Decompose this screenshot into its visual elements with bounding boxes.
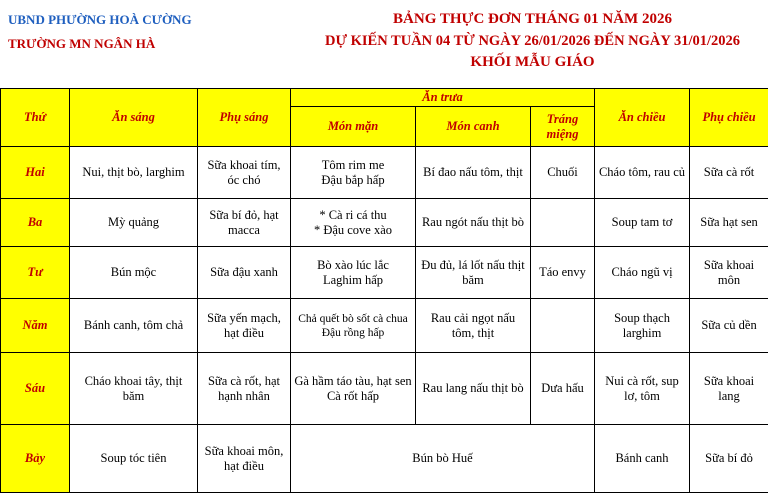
table-row — [1, 247, 768, 299]
dessert-cell — [531, 199, 595, 247]
header-day: Thứ — [1, 89, 70, 147]
dessert-cell — [531, 299, 595, 353]
afternoon-cell: Bánh canh — [595, 425, 690, 493]
soup-cell: Đu đủ, lá lốt nấu thịt băm — [416, 247, 531, 299]
breakfast-cell: Mỳ quảng — [70, 199, 198, 247]
breakfast-snack-cell: Sữa bí đỏ, hạt macca — [198, 199, 291, 247]
day-cell: Bảy — [1, 425, 70, 493]
breakfast-cell: Bánh canh, tôm chả — [70, 299, 198, 353]
menu-table — [0, 88, 768, 493]
breakfast-snack-cell: Sữa cà rốt, hạt hạnh nhân — [198, 353, 291, 425]
main-dish-cell: Tôm rim me Đậu bắp hấp — [291, 147, 416, 199]
afternoon-cell: Cháo ngũ vị — [595, 247, 690, 299]
day-cell: Sáu — [1, 353, 70, 425]
main-dish-cell: Gà hầm táo tàu, hạt sen Cà rốt hấp — [291, 353, 416, 425]
day-cell: Ba — [1, 199, 70, 247]
header-breakfast: Ăn sáng — [70, 89, 198, 147]
main-dish-cell: Chả quết bò sốt cà chua Đậu rồng hấp — [291, 299, 416, 353]
afternoon-cell: Cháo tôm, rau củ — [595, 147, 690, 199]
afternoon-snack-cell: Sữa củ dền — [690, 299, 768, 353]
afternoon-snack-cell: Sữa khoai lang — [690, 353, 768, 425]
school-district: UBND PHƯỜNG HOÀ CƯỜNG — [8, 12, 192, 27]
lunch-merged-cell: Bún bò Huế — [291, 425, 595, 493]
table-row — [1, 425, 768, 493]
breakfast-snack-cell: Sữa yến mạch, hạt điều — [198, 299, 291, 353]
header-lunch: Ăn trưa — [291, 89, 595, 107]
main-dish-cell: * Cà ri cá thu * Đậu cove xào — [291, 199, 416, 247]
menu-group: KHỐI MẪU GIÁO — [470, 54, 595, 70]
header-afternoon-snack: Phụ chiều — [690, 89, 768, 147]
afternoon-cell: Soup tam tơ — [595, 199, 690, 247]
table-row — [1, 353, 768, 425]
breakfast-snack-cell: Sữa khoai tím, óc chó — [198, 147, 291, 199]
school-name: TRƯỜNG MN NGÂN HÀ — [8, 36, 156, 51]
table-row — [1, 199, 768, 247]
soup-cell: Rau lang nấu thịt bò — [416, 353, 531, 425]
afternoon-snack-cell: Sữa hạt sen — [690, 199, 768, 247]
dessert-cell: Chuối — [531, 147, 595, 199]
header-main-dish: Món mặn — [291, 107, 416, 147]
day-cell: Tư — [1, 247, 70, 299]
afternoon-snack-cell: Sữa khoai môn — [690, 247, 768, 299]
breakfast-snack-cell: Sữa đậu xanh — [198, 247, 291, 299]
afternoon-cell: Nui cà rốt, sup lơ, tôm — [595, 353, 690, 425]
breakfast-snack-cell: Sữa khoai môn, hạt điều — [198, 425, 291, 493]
header-afternoon: Ăn chiều — [595, 89, 690, 147]
header-soup: Món canh — [416, 107, 531, 147]
table-row — [1, 299, 768, 353]
afternoon-snack-cell: Sữa bí đỏ — [690, 425, 768, 493]
breakfast-cell: Soup tóc tiên — [70, 425, 198, 493]
day-cell: Hai — [1, 147, 70, 199]
dessert-cell: Dưa hấu — [531, 353, 595, 425]
day-cell: Năm — [1, 299, 70, 353]
table-row — [1, 147, 768, 199]
header-breakfast-snack: Phụ sáng — [198, 89, 291, 147]
soup-cell: Rau cải ngọt nấu tôm, thịt — [416, 299, 531, 353]
afternoon-snack-cell: Sữa cà rốt — [690, 147, 768, 199]
header-dessert: Tráng miệng — [531, 107, 595, 147]
breakfast-cell: Bún mộc — [70, 247, 198, 299]
soup-cell: Bí đao nấu tôm, thịt — [416, 147, 531, 199]
menu-week-range: DỰ KIẾN TUẦN 04 TỪ NGÀY 26/01/2026 ĐẾN NGÀY 31/01/2026 — [324, 33, 740, 49]
breakfast-cell: Nui, thịt bò, larghim — [70, 147, 198, 199]
menu-title: BẢNG THỰC ĐƠN THÁNG 01 NĂM 2026 — [393, 11, 672, 27]
afternoon-cell: Soup thạch larghim — [595, 299, 690, 353]
main-dish-cell: Bò xào lúc lắc Laghim hấp — [291, 247, 416, 299]
breakfast-cell: Cháo khoai tây, thịt băm — [70, 353, 198, 425]
soup-cell: Rau ngót nấu thịt bò — [416, 199, 531, 247]
dessert-cell: Táo envy — [531, 247, 595, 299]
